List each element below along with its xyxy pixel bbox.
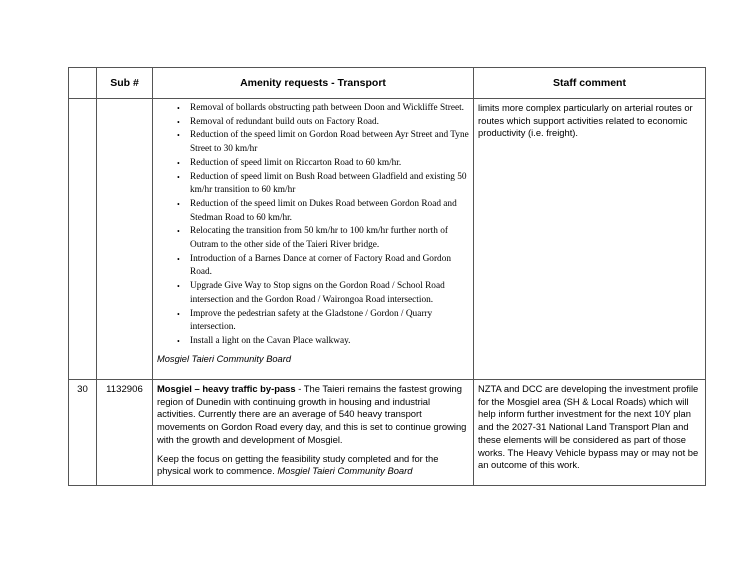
bullet-icon: • bbox=[177, 172, 180, 182]
list-item-text: Introduction of a Barnes Dance at corner of Factory Road and Gordon Road. bbox=[190, 253, 451, 278]
table-row bbox=[69, 99, 706, 380]
header-amenity: Amenity requests - Transport bbox=[153, 68, 474, 99]
list-item bbox=[157, 116, 469, 130]
row-number-cell bbox=[69, 99, 97, 380]
bullet-icon: • bbox=[177, 254, 180, 264]
list-item-text: Relocating the transition from 50 km/hr to 100 km/hr further north of Outram to the other side of the Taieri River bridge. bbox=[190, 226, 448, 251]
list-item-text: Upgrade Give Way to Stop signs on the Gordon Road / School Road intersection and the Gordon Road / Wairongoa Road intersection. bbox=[190, 281, 445, 305]
list-item-text: Improve the pedestrian safety at the Gladstone / Gordon / Quarry intersection. bbox=[190, 308, 433, 333]
request-body: - The Taieri remains the fastest growing region of Dunedin with continuing growth in housing and industrial activities. Currently there are an average of 540 heavy transport movements on Gordon Road every day, and this is set to continue growing with the growth and development of Mosgiel. bbox=[157, 383, 467, 445]
bullet-icon: • bbox=[177, 309, 180, 319]
row-sub-cell bbox=[97, 380, 153, 486]
staff-comment-cell bbox=[474, 380, 706, 486]
row-number-cell bbox=[69, 380, 97, 486]
transport-requests-table bbox=[68, 67, 706, 486]
table-row bbox=[69, 380, 706, 486]
bullet-icon: • bbox=[177, 158, 180, 168]
list-item-text: Removal of bollards obstructing path between Doon and Wickliffe Street. bbox=[190, 103, 464, 113]
row-number: 30 bbox=[77, 384, 88, 395]
list-item-text: Reduction of speed limit on Bush Road between Gladfield and existing 50 km/hr transition to 60 km/hr bbox=[190, 171, 467, 196]
list-item bbox=[157, 157, 469, 171]
list-item bbox=[157, 225, 469, 252]
bullet-icon: • bbox=[177, 117, 180, 127]
list-item-text: Removal of redundant build outs on Factory Road. bbox=[190, 116, 380, 127]
source-attribution: Mosgiel Taieri Community Board bbox=[157, 353, 291, 364]
header-number bbox=[69, 68, 97, 99]
amenity-text bbox=[153, 380, 473, 478]
staff-comment-text: limits more complex particularly on arterial routes or routes which support activities related to economic productivity (i.e. freight). bbox=[478, 102, 693, 139]
submission-number: 1132906 bbox=[106, 384, 143, 395]
row-sub-cell bbox=[97, 99, 153, 380]
table-header-row bbox=[69, 68, 706, 99]
request-title: Mosgiel – heavy traffic by-pass bbox=[157, 383, 296, 394]
bullet-icon: • bbox=[177, 104, 180, 113]
header-sub: Sub # bbox=[97, 68, 153, 99]
bullet-icon: • bbox=[177, 336, 180, 346]
request-bullet-list bbox=[153, 99, 473, 349]
bullet-icon: • bbox=[177, 199, 180, 209]
amenity-cell bbox=[153, 99, 474, 380]
list-item bbox=[157, 171, 469, 198]
header-staff-comment: Staff comment bbox=[474, 68, 706, 99]
list-item bbox=[157, 198, 469, 225]
bullet-icon: • bbox=[177, 227, 180, 237]
bullet-icon: • bbox=[177, 282, 180, 292]
source-attribution: Mosgiel Taieri Community Board bbox=[277, 465, 413, 477]
list-item bbox=[157, 308, 469, 335]
bullet-icon: • bbox=[177, 131, 180, 141]
request-body-2: Keep the focus on getting the feasibility study completed and for the physical work to commence. bbox=[157, 452, 439, 477]
list-item-text: Reduction of the speed limit on Dukes Road between Gordon Road and Stedman Road to 60 km/hr. bbox=[190, 198, 457, 223]
list-item-text: Install a light on the Cavan Place walkway. bbox=[190, 335, 351, 346]
list-item-text: Reduction of the speed limit on Gordon Road between Ayr Street and Tyne Street to 30 km/hr bbox=[190, 130, 469, 155]
list-item-text: Reduction of speed limit on Riccarton Road to 60 km/hr. bbox=[190, 157, 402, 168]
staff-comment-cell bbox=[474, 99, 706, 380]
list-item bbox=[157, 280, 469, 307]
list-item bbox=[157, 253, 469, 280]
list-item bbox=[157, 129, 469, 156]
amenity-paragraph bbox=[157, 453, 469, 478]
list-item bbox=[157, 335, 469, 349]
amenity-paragraph bbox=[157, 383, 469, 447]
amenity-cell bbox=[153, 380, 474, 486]
staff-comment-text: NZTA and DCC are developing the investment profile for the Mosgiel area (SH & Local Roads) which will help inform further investment for the next 10Y plan and the 2027-31 National Land Transport Plan and these elements will be considered as part of those works. The Heavy Vehicle bypass may or may not be an outcome of this work. bbox=[478, 383, 699, 471]
list-item bbox=[157, 102, 469, 116]
